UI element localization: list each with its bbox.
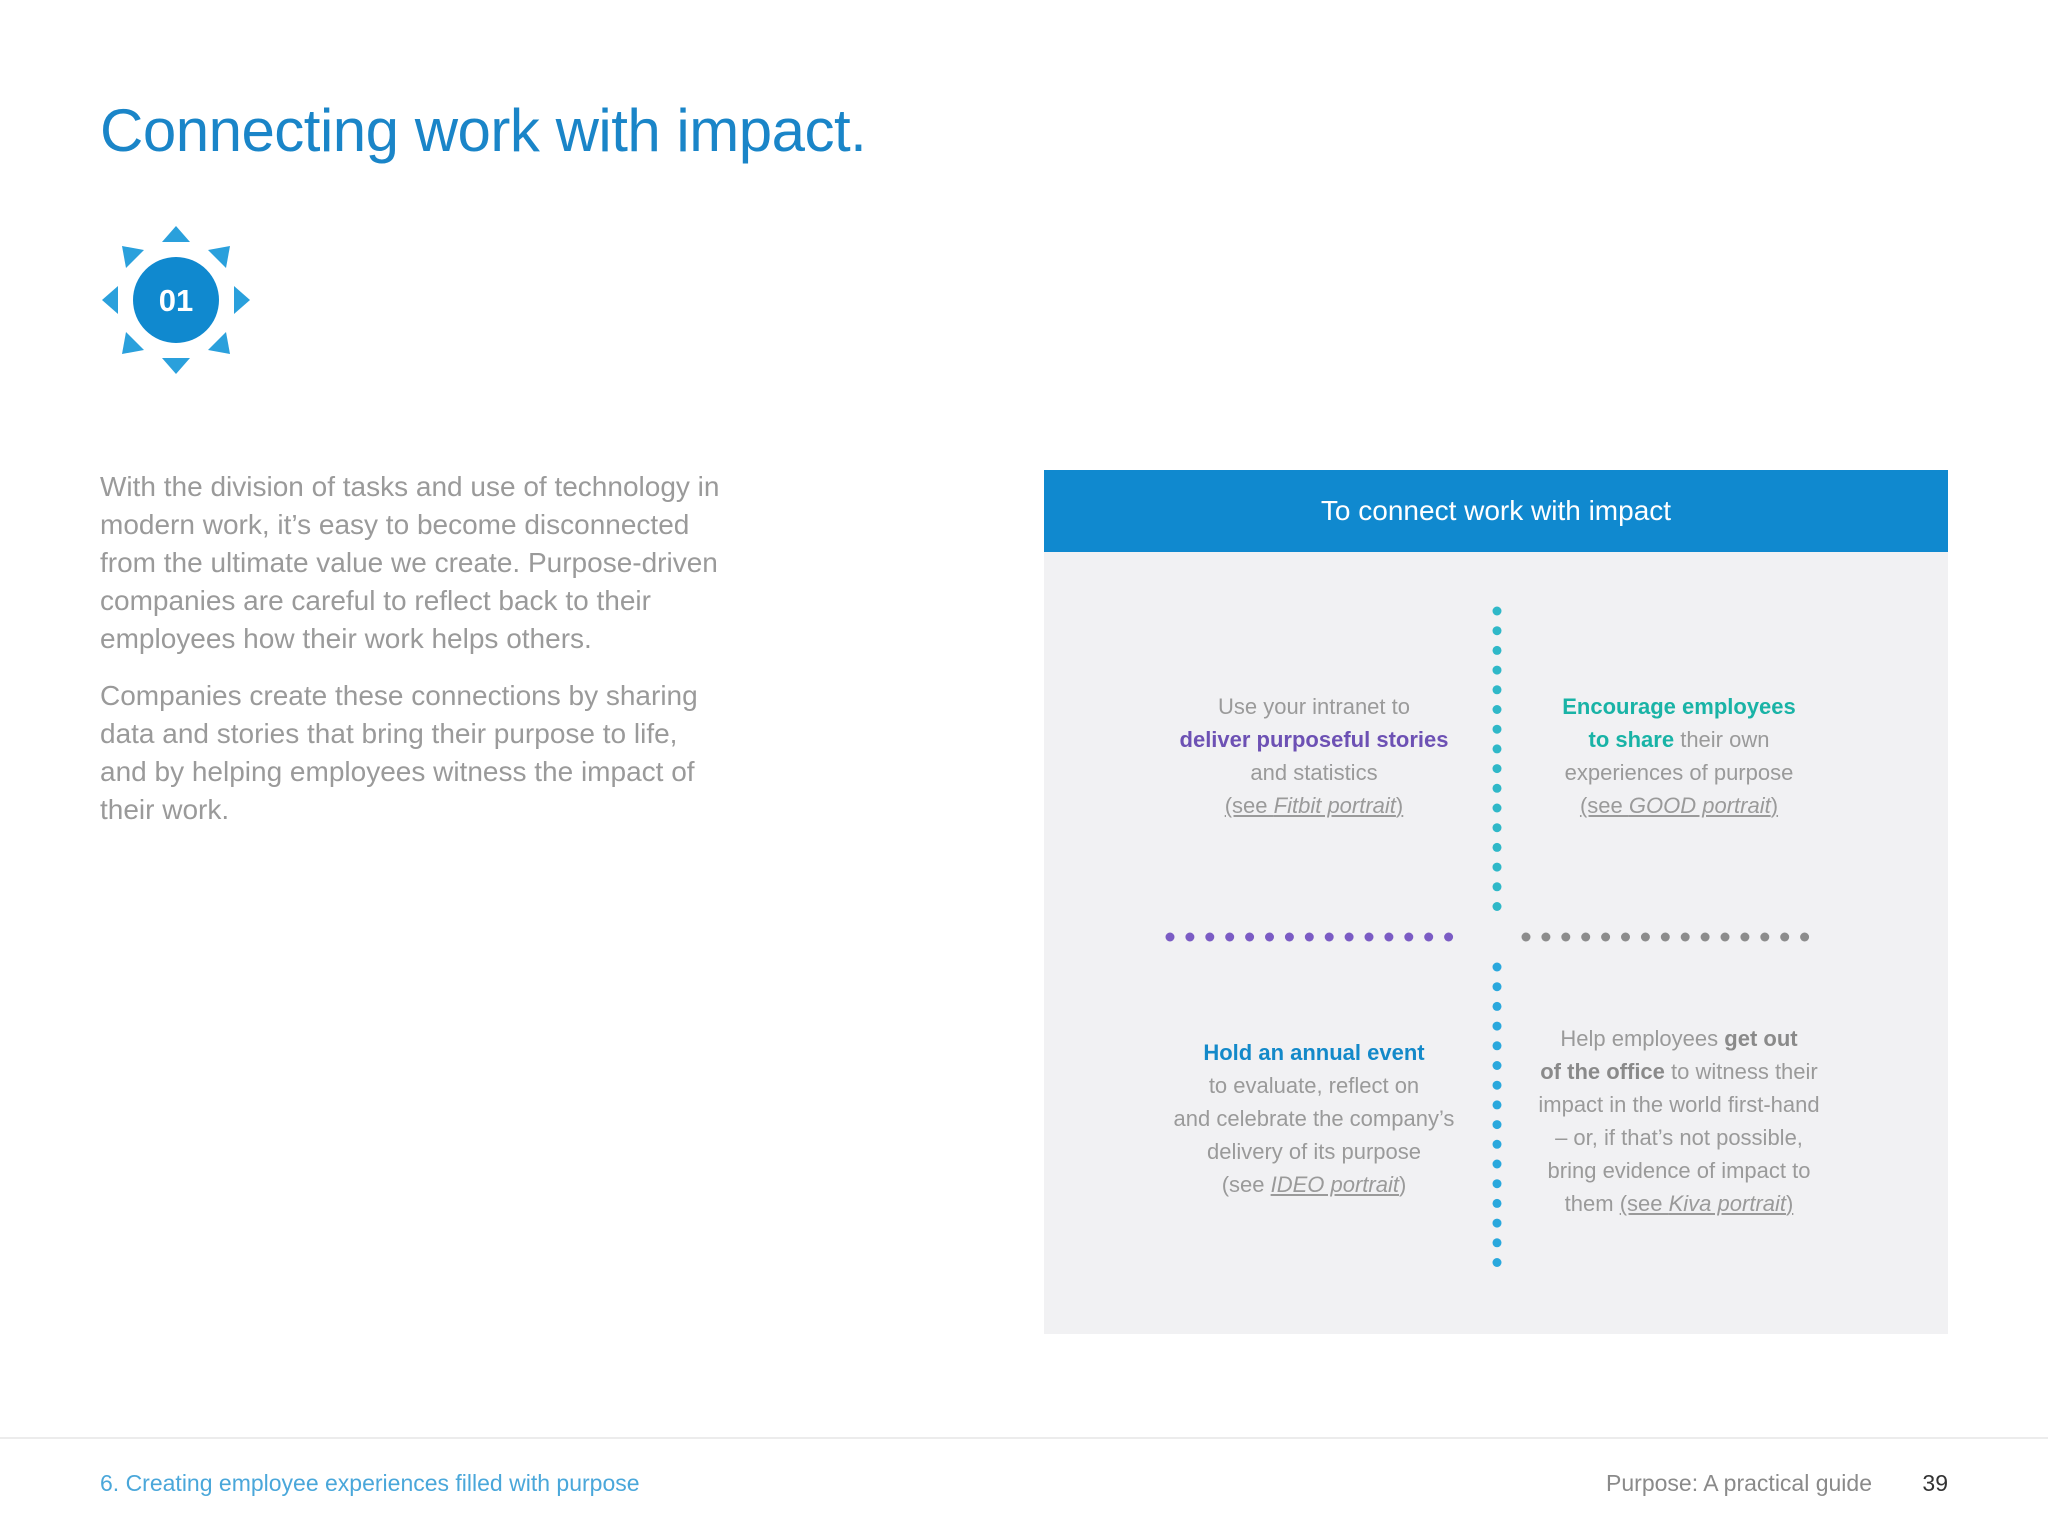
quadrant-text: experiences of purpose xyxy=(1564,760,1794,785)
divider-dot xyxy=(1345,933,1354,942)
quadrant-intranet-stories xyxy=(1164,690,1464,822)
divider-dot xyxy=(1740,933,1749,942)
see-close: ) xyxy=(1398,1172,1407,1197)
divider-dot xyxy=(1493,685,1502,694)
divider-dot xyxy=(1800,933,1809,942)
divider-dot xyxy=(1305,933,1314,942)
quadrant-annual-event xyxy=(1164,1036,1464,1201)
fitbit-portrait-link[interactable]: Fitbit portrait xyxy=(1273,793,1396,818)
divider-dot xyxy=(1493,646,1502,655)
divider-dot xyxy=(1166,933,1175,942)
divider-dot xyxy=(1601,933,1610,942)
divider-dot xyxy=(1493,902,1502,911)
divider-dot xyxy=(1581,933,1590,942)
page-number: 39 xyxy=(1922,1470,1948,1496)
intro-paragraph-2: Companies create these connections by sharing data and stories that bring their purpose to life, and by helping employees witness the impact of their work. xyxy=(100,680,698,825)
divider-dot xyxy=(1641,933,1650,942)
divider-dot xyxy=(1205,933,1214,942)
ideo-portrait-link[interactable]: IDEO portrait xyxy=(1270,1172,1399,1197)
quadrant-text: and celebrate the company’s xyxy=(1173,1106,1455,1131)
divider-dot xyxy=(1621,933,1630,942)
divider-dot xyxy=(1365,933,1374,942)
kiva-portrait-link[interactable]: Kiva portrait xyxy=(1668,1191,1786,1216)
divider-dot xyxy=(1285,933,1294,942)
panel-header: To connect work with impact xyxy=(1044,470,1948,552)
see-label: (see xyxy=(1619,1191,1669,1216)
see-close: ) xyxy=(1770,793,1779,818)
see-label: (see xyxy=(1579,793,1629,818)
divider-dot xyxy=(1444,933,1453,942)
divider-dot xyxy=(1493,843,1502,852)
divider-dot xyxy=(1493,882,1502,891)
divider-dot xyxy=(1701,933,1710,942)
divider-dot xyxy=(1493,823,1502,832)
divider-dot xyxy=(1493,1160,1502,1169)
badge-number: 01 xyxy=(158,283,194,318)
divider-dot xyxy=(1424,933,1433,942)
intro-text xyxy=(100,468,720,848)
divider-dot xyxy=(1493,1002,1502,1011)
quadrant-highlight: to share xyxy=(1588,727,1675,752)
quadrant-text: bring evidence of impact to xyxy=(1547,1158,1811,1183)
divider-dot xyxy=(1493,764,1502,773)
footer-section-link[interactable]: 6. Creating employee experiences filled with purpose xyxy=(100,1470,640,1496)
quadrant-encourage-sharing xyxy=(1514,690,1844,822)
divider-dot xyxy=(1493,1041,1502,1050)
quadrant-text: Help employees xyxy=(1560,1026,1725,1051)
divider-dot xyxy=(1493,607,1502,616)
divider-dot xyxy=(1245,933,1254,942)
divider-dot xyxy=(1522,933,1531,942)
divider-dot xyxy=(1493,784,1502,793)
see-close: ) xyxy=(1395,793,1404,818)
divider-dot xyxy=(1661,933,1670,942)
quadrant-get-out-of-office xyxy=(1514,1022,1844,1220)
quadrant-highlight: deliver purposeful stories xyxy=(1179,727,1449,752)
divider-dot xyxy=(1493,1199,1502,1208)
divider-dot xyxy=(1493,725,1502,734)
section-number-badge xyxy=(96,220,256,380)
divider-dot xyxy=(1493,744,1502,753)
quadrant-text: impact in the world first-hand xyxy=(1538,1092,1820,1117)
divider-dot xyxy=(1493,1179,1502,1188)
sun-burst-icon xyxy=(96,220,256,380)
divider-dot xyxy=(1225,933,1234,942)
quadrant-highlight: Encourage employees xyxy=(1562,694,1796,719)
divider-dot xyxy=(1493,1238,1502,1247)
see-label: (see xyxy=(1221,1172,1271,1197)
divider-dot xyxy=(1493,863,1502,872)
divider-dot xyxy=(1325,933,1334,942)
see-close: ) xyxy=(1786,1191,1794,1216)
divider-dot xyxy=(1561,933,1570,942)
divider-dot xyxy=(1384,933,1393,942)
intro-paragraph-1: With the division of tasks and use of technology in modern work, it’s easy to become disconnected from the ultimate value we create. Purpose-driven companies are careful to reflect back to their employees how their work helps others. xyxy=(100,471,720,654)
quadrant-text: delivery of its purpose xyxy=(1207,1139,1421,1164)
footer-publication-title: Purpose: A practical guide xyxy=(1606,1470,1872,1496)
divider-dot xyxy=(1493,626,1502,635)
divider-dot xyxy=(1493,1022,1502,1031)
footer-divider xyxy=(0,1437,2048,1439)
quadrant-text: and statistics xyxy=(1250,760,1378,785)
good-portrait-link[interactable]: GOOD portrait xyxy=(1628,793,1771,818)
divider-dot xyxy=(1493,982,1502,991)
divider-dot xyxy=(1493,1258,1502,1267)
quadrant-text: to evaluate, reflect on xyxy=(1208,1073,1420,1098)
divider-dot xyxy=(1760,933,1769,942)
divider-dot xyxy=(1185,933,1194,942)
quadrant-text: – or, if that’s not possible, xyxy=(1555,1125,1803,1150)
divider-dot xyxy=(1721,933,1730,942)
divider-dot xyxy=(1541,933,1550,942)
see-label: (see xyxy=(1224,793,1274,818)
divider-dot xyxy=(1493,1120,1502,1129)
divider-dot xyxy=(1493,705,1502,714)
divider-dot xyxy=(1681,933,1690,942)
quadrant-text: to witness their xyxy=(1664,1059,1818,1084)
quadrant-text: them xyxy=(1564,1191,1620,1216)
divider-dot xyxy=(1404,933,1413,942)
quadrant-text: their own xyxy=(1674,727,1770,752)
divider-dot xyxy=(1493,666,1502,675)
divider-dot xyxy=(1493,1081,1502,1090)
impact-panel xyxy=(1044,470,1948,1334)
quadrant-highlight: get out xyxy=(1724,1026,1798,1051)
divider-dot xyxy=(1493,804,1502,813)
divider-dot xyxy=(1265,933,1274,942)
divider-dot xyxy=(1780,933,1789,942)
page-title: Connecting work with impact. xyxy=(100,97,867,164)
divider-dot xyxy=(1493,1100,1502,1109)
quadrant-text: Use your intranet to xyxy=(1218,694,1410,719)
divider-dot xyxy=(1493,1219,1502,1228)
quadrant-highlight: Hold an annual event xyxy=(1203,1040,1425,1065)
divider-dot xyxy=(1493,1140,1502,1149)
divider-dot xyxy=(1493,963,1502,972)
divider-dot xyxy=(1493,1061,1502,1070)
quadrant-highlight: of the office xyxy=(1540,1059,1665,1084)
